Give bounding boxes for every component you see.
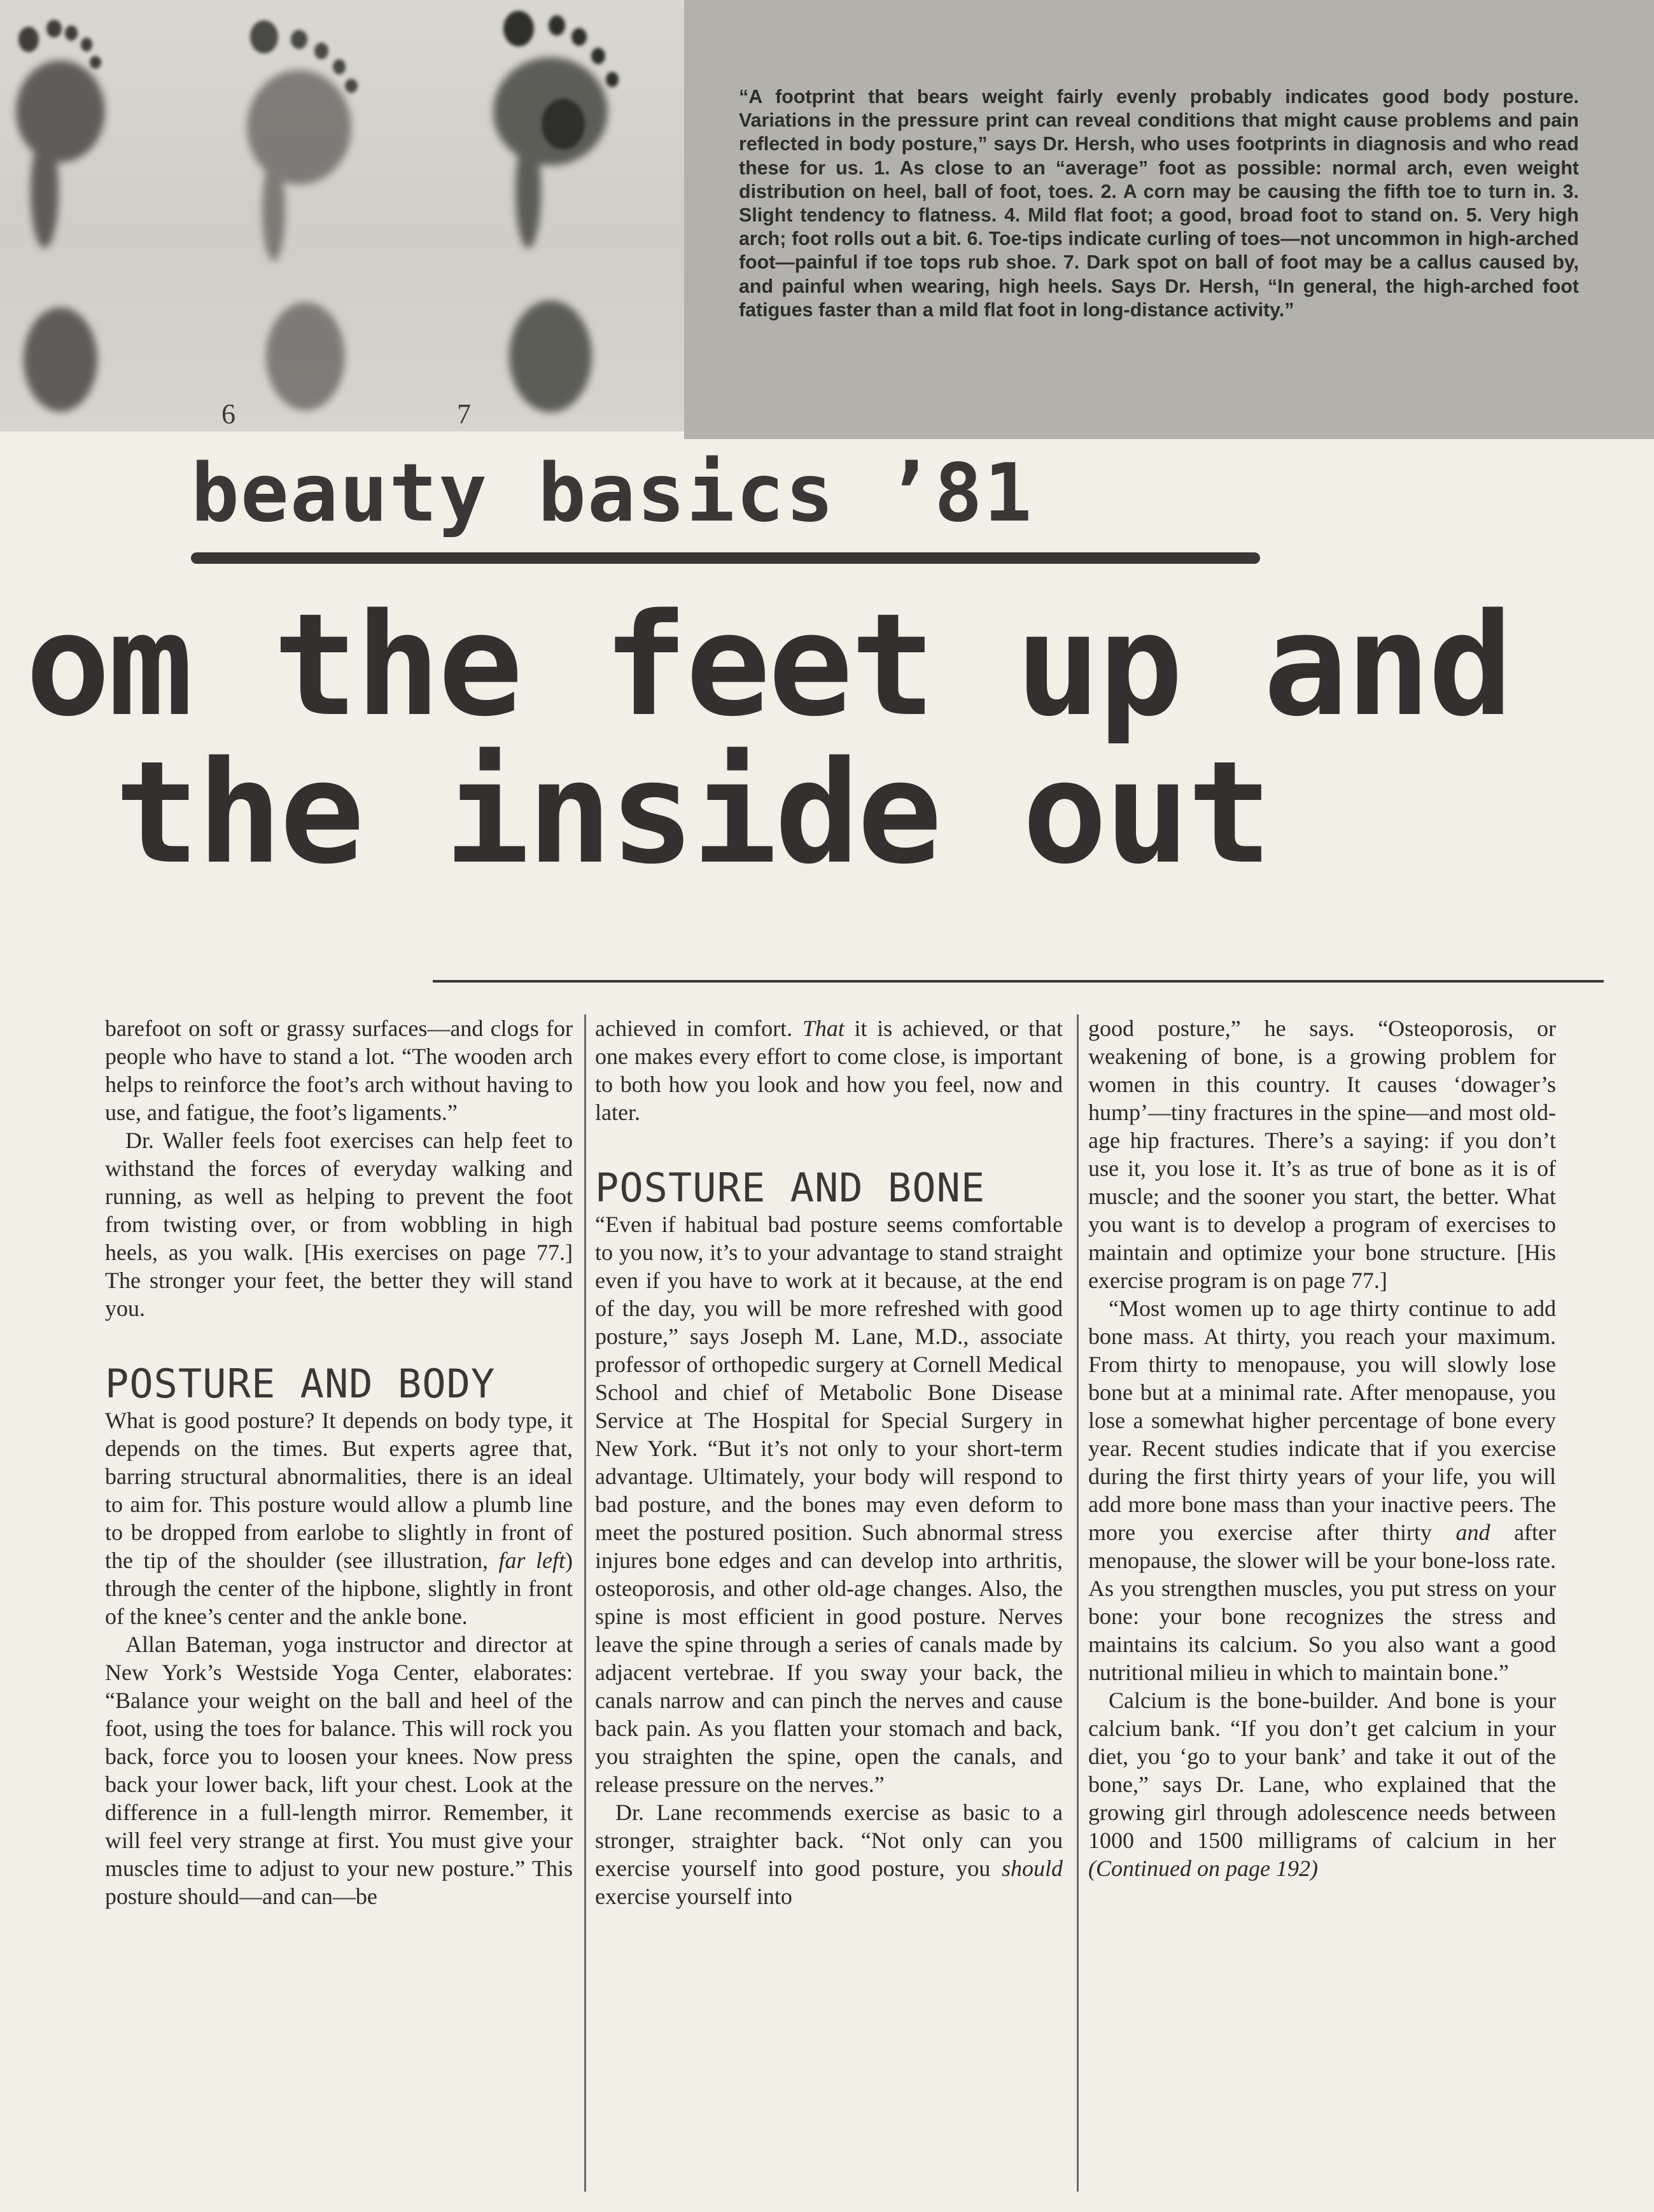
spacer xyxy=(595,1126,1063,1166)
continued-note: (Continued on page 192) xyxy=(1088,1856,1318,1881)
paragraph xyxy=(1088,1294,1556,1686)
article-column-1 xyxy=(105,1014,573,1910)
emphasis: and xyxy=(1455,1520,1490,1545)
text-run: after menopause, the slower will be your bone-loss rate. As you strengthen muscles, you put stress on your bone: your bone recognizes the stress and maintains its calcium. So you also want a good nutritional milieu in which to maintain bone.” xyxy=(1088,1520,1557,1685)
headline-rule xyxy=(433,980,1604,983)
caption-panel xyxy=(684,0,1654,439)
section-kicker: beauty basics ’81 xyxy=(191,446,1034,540)
emphasis: should xyxy=(1001,1856,1063,1881)
text-run: it is achieved, or that one makes every effort to come close, is important to both how you look and how you feel, now and later. xyxy=(595,1016,1063,1125)
article-column-3 xyxy=(1088,1014,1556,1882)
paragraph: Allan Bateman, yoga instructor and director at New York’s Westside Yoga Center, elaborates: “Balance your weight on the ball and heel of the foot, using the toes for balance. This will rock you back, force you to loosen your knees. Now press back your lower back, lift your chest. Look at the difference in a full-length mirror. Remember, it will feel very strange at first. You must give your muscles time to adjust to your new posture.” This posture should—and can—be xyxy=(105,1632,573,1909)
text-run: achieved in comfort. xyxy=(595,1016,802,1041)
footprint-left xyxy=(16,60,105,412)
headline-line-2: the inside out xyxy=(115,731,1270,895)
footprint-6 xyxy=(247,70,351,410)
figure-label-6: 6 xyxy=(221,398,235,430)
paragraph: “Even if habitual bad posture seems comfortable to you now, it’s to your advantage to stand straight even if you have to work at it because, at the end of the day, you will be more refreshed with good posture,” says Joseph M. Lane, M.D., associate professor of orthopedic surgery at Cornell Medical School and chief of Metabolic Bone Disease Service at The Hospital for Special Surgery in New York. “But it’s not only to your short-term advantage. Ultimately, your body will respond to bad posture, and the bones may even deform to meet the postured position. Such abnormal stress injures bone edges and can develop into arthritis, osteoporosis, and other old-age changes. Also, the spine is most efficient in good posture. Nerves leave the spine through a series of canals made by adjacent vertebrae. If you sway your back, the canals narrow and can pinch the nerves and cause back pain. As you flatten your stomach and back, you straighten the spine, open the canals, and release pressure on the nerves.” xyxy=(595,1212,1063,1797)
paragraph xyxy=(595,1014,1063,1126)
text-run: exercise yourself into xyxy=(595,1884,792,1909)
text-run: ) through the center of the hipbone, slightly in front of the knee’s center and the ankle bone. xyxy=(105,1548,573,1629)
text-run: Dr. Lane recommends exercise as basic to a stronger, straighter back. “Not only can you exercise yourself into good posture, you xyxy=(595,1800,1063,1881)
paragraph: Dr. Waller feels foot exercises can help feet to withstand the forces of everyday walking and running, as well as helping to prevent the foot from twisting over, or from wobbling in high heels, as you walk. [His exercises on page 77.] The stronger your feet, the better they will stand you. xyxy=(105,1128,573,1321)
paragraph: barefoot on soft or grassy surfaces—and clogs for people who have to stand a lot. “The wooden arch helps to reinforce the foot’s arch without having to use, and fatigue, the foot’s ligaments.” xyxy=(105,1016,573,1125)
column-divider-2 xyxy=(1077,1014,1079,2192)
paragraph: good posture,” he says. “Osteoporosis, or weakening of bone, is a growing problem for women in this country. It causes ‘dowager’s hump’—tiny fractures in the spine—and most old-age hip fractures. There’s a saying: if you don’t use it, you lose it. It’s as true of bone as it is of muscle; and the sooner you start, the better. What you want is to develop a program of exercises to maintain and optimize your bone structure. [His exercise program is on page 77.] xyxy=(1088,1016,1556,1293)
kicker-underline xyxy=(191,552,1260,564)
headline-line-1: om the feet up and xyxy=(25,584,1511,748)
article-headline xyxy=(25,584,1642,895)
text-run: “Most women up to age thirty continue to add bone mass. At thirty, you reach your maximum. From thirty to menopause, you will slowly lose bone but at a minimal rate. After menopause, you lose a somewhat higher percentage of bone every year. Recent studies indicate that if you exercise during the first thirty years of your life, you will add more bone mass than your inactive peers. The more you exercise after thirty xyxy=(1088,1296,1556,1545)
subhead-posture-and-body: POSTURE AND BODY xyxy=(105,1361,496,1407)
top-strip xyxy=(0,0,1654,439)
paragraph xyxy=(105,1406,573,1630)
paragraph xyxy=(595,1798,1063,1910)
emphasis: That xyxy=(802,1016,845,1041)
paragraph xyxy=(1088,1686,1556,1882)
photo-caption: “A footprint that bears weight fairly evenly probably indicates good body posture. Variations in the pressure print can reveal conditions that might cause problems and pain reflected in body posture,” says Dr. Hersh, who uses footprints in diagnosis and who read these for us. 1. As close to an “average” foot as possible: normal arch, even weight distribution on heel, ball of foot, toes. 2. A corn may be causing the fifth toe to turn in. 3. Slight tendency to flatness. 4. Mild flat foot; a good, broad foot to stand on. 5. Very high arch; foot rolls out a bit. 6. Toe-tips indicate curling of toes—not uncommon in high-arched foot—painful if toe tops rub shoe. 7. Dark spot on ball of foot may be a callus caused by, and painful when wearing, high heels. Says Dr. Hersh, “In general, the high-arched foot fatigues faster than a mild flat foot in long-distance activity.” xyxy=(739,86,1579,321)
text-run: Calcium is the bone-builder. And bone is your calcium bank. “If you don’t get calcium in your diet, you ‘go to your bank’ and take it out of the bone,” says Dr. Lane, who explained that the growing girl through adolescence needs between 1000 and 1500 milligrams of calcium in her xyxy=(1088,1688,1556,1853)
subhead-posture-and-bone: POSTURE AND BONE xyxy=(595,1165,986,1211)
text-run: What is good posture? It depends on body type, it depends on the times. But experts agree that, barring structural abnormalities, there is an ideal to aim for. This posture would allow a plumb line to be dropped from earlobe to slightly in front of the tip of the shoulder (see illustration, xyxy=(105,1408,573,1573)
figure-label-7: 7 xyxy=(457,398,471,430)
column-divider-1 xyxy=(584,1014,586,2192)
article-column-2 xyxy=(595,1014,1063,1910)
footprint-illustration xyxy=(0,0,684,431)
emphasis: far left xyxy=(498,1548,565,1573)
spacer xyxy=(105,1322,573,1362)
footprint-photo-panel xyxy=(0,0,684,431)
